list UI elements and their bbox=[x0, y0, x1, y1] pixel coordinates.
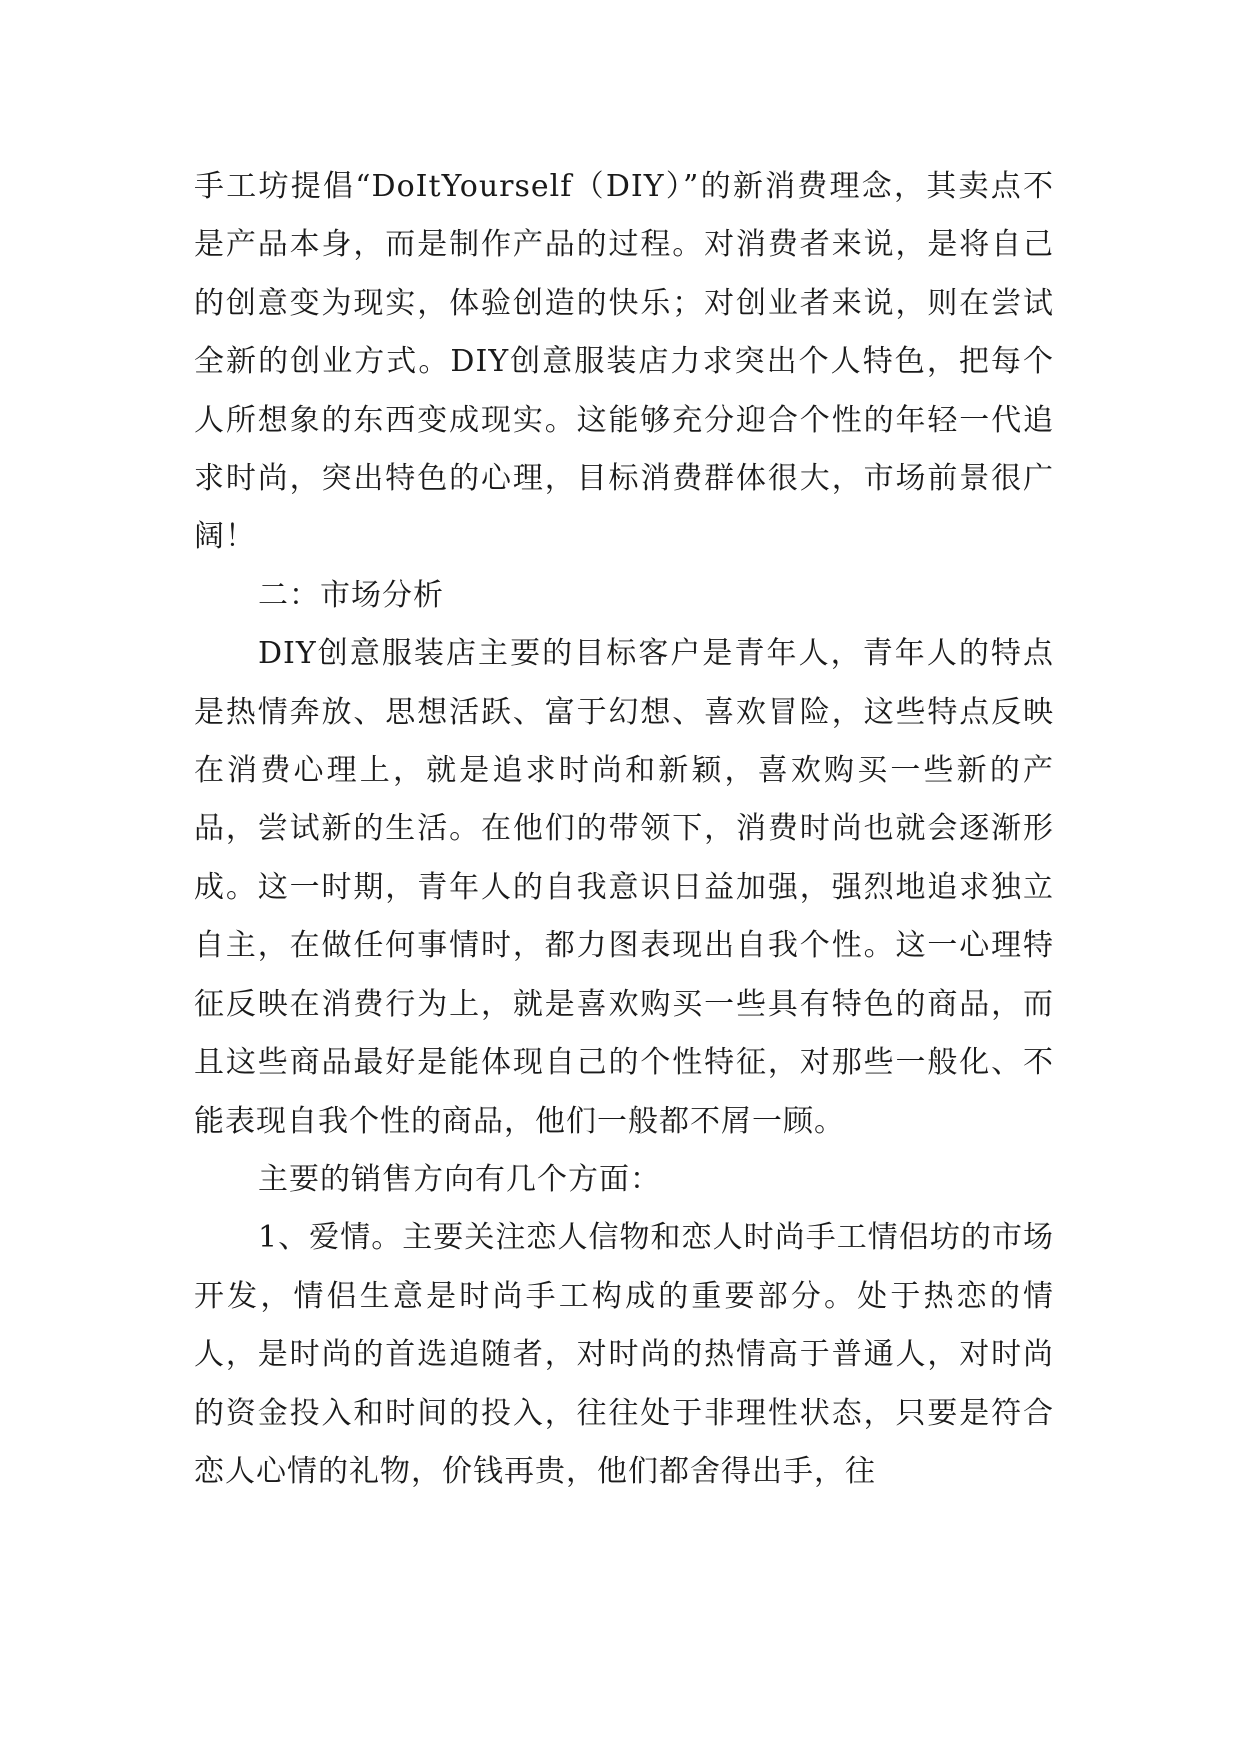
section-heading-market-analysis: 二：市场分析 bbox=[258, 577, 444, 613]
document-body bbox=[194, 158, 1054, 1501]
paragraph-sales-direction-love: 1、爱情。主要关注恋人信物和恋人时尚手工情侣坊的市场开发，情侣生意是时尚手工构成的重要部分。处于热恋的情人，是时尚的首选追随者，对时尚的热情高于普通人，对时尚的资金投入和时间的投入，往往处于非理性状态，只要是符合恋人心情的礼物，价钱再贵，他们都舍得出手，往 bbox=[194, 1220, 1054, 1489]
paragraph-target-customers: DIY创意服装店主要的目标客户是青年人，青年人的特点是热情奔放、思想活跃、富于幻想、喜欢冒险，这些特点反映在消费心理上，就是追求时尚和新颖，喜欢购买一些新的产品，尝试新的生活。在他们的带领下，消费时尚也就会逐渐形成。这一时期，青年人的自我意识日益加强，强烈地追求独立自主，在做任何事情时，都力图表现出自我个性。这一心理特征反映在消费行为上，就是喜欢购买一些具有特色的商品，而且这些商品最好是能体现自己的个性特征，对那些一般化、不能表现自我个性的商品，他们一般都不屑一顾。 bbox=[194, 636, 1054, 1139]
paragraph-sales-directions-intro: 主要的销售方向有几个方面： bbox=[258, 1161, 661, 1197]
paragraph-diy-concept: 手工坊提倡“DoItYourself（DIY）”的新消费理念，其卖点不是产品本身，而是制作产品的过程。对消费者来说，是将自己的创意变为现实，体验创造的快乐；对创业者来说，则在尝试全新的创业方式。DIY创意服装店力求突出个人特色，把每个人所想象的东西变成现实。这能够充分迎合个性的年轻一代追求时尚，突出特色的心理，目标消费群体很大，市场前景很广阔！ bbox=[194, 169, 1054, 555]
